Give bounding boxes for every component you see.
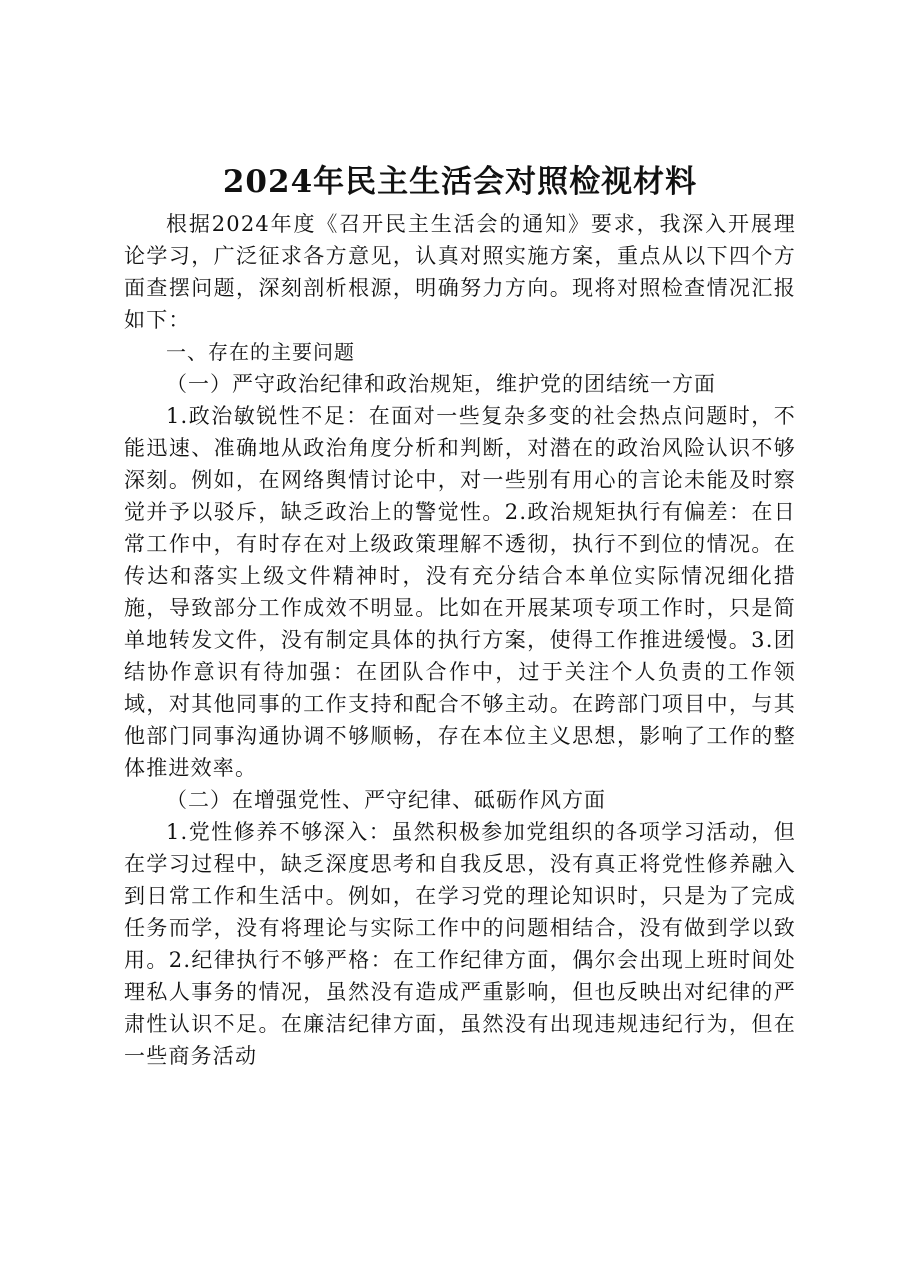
section-heading-main-problems: 一、存在的主要问题 bbox=[166, 340, 355, 364]
document-title: 2024年民主生活会对照检视材料 bbox=[222, 164, 698, 200]
intro-paragraph: 根据2024年度《召开民主生活会的通知》要求，我深入开展理论学习，广泛征求各方意见，认真对照实施方案，重点从以下四个方面查摆问题，深刻剖析根源，明确努力方向。现将对照检查情况汇报如下： bbox=[124, 212, 796, 332]
subsection-body-party-spirit: 1.党性修养不够深入：虽然积极参加党组织的各项学习活动，但在学习过程中，缺乏深度思考和自我反思，没有真正将党性修养融入到日常工作和生活中。例如，在学习党的理论知识时，只是为了完成任务而学，没有将理论与实际工作中的问题相结合，没有做到学以致用。2.纪律执行不够严格：在工作纪律方面，偶尔会出现上班时间处理私人事务的情况，虽然没有造成严重影响，但也反映出对纪律的严肃性认识不足。在廉洁纪律方面，虽然没有出现违规违纪行为，但在一些商务活动 bbox=[124, 820, 796, 1068]
subsection-heading-party-spirit: （二）在增强党性、严守纪律、砥砺作风方面 bbox=[166, 788, 606, 812]
subsection-heading-political-discipline: （一）严守政治纪律和政治规矩，维护党的团结统一方面 bbox=[166, 372, 716, 396]
document-page bbox=[124, 156, 796, 1072]
subsection-body-political-discipline: 1.政治敏锐性不足：在面对一些复杂多变的社会热点问题时，不能迅速、准确地从政治角度分析和判断，对潜在的政治风险认识不够深刻。例如，在网络舆情讨论中，对一些别有用心的言论未能及时察觉并予以驳斥，缺乏政治上的警觉性。2.政治规矩执行有偏差：在日常工作中，有时存在对上级政策理解不透彻，执行不到位的情况。在传达和落实上级文件精神时，没有充分结合本单位实际情况细化措施，导致部分工作成效不明显。比如在开展某项专项工作时，只是简单地转发文件，没有制定具体的执行方案，使得工作推进缓慢。3.团结协作意识有待加强：在团队合作中，过于关注个人负责的工作领域，对其他同事的工作支持和配合不够主动。在跨部门项目中，与其他部门同事沟通协调不够顺畅，存在本位主义思想，影响了工作的整体推进效率。 bbox=[124, 404, 796, 780]
